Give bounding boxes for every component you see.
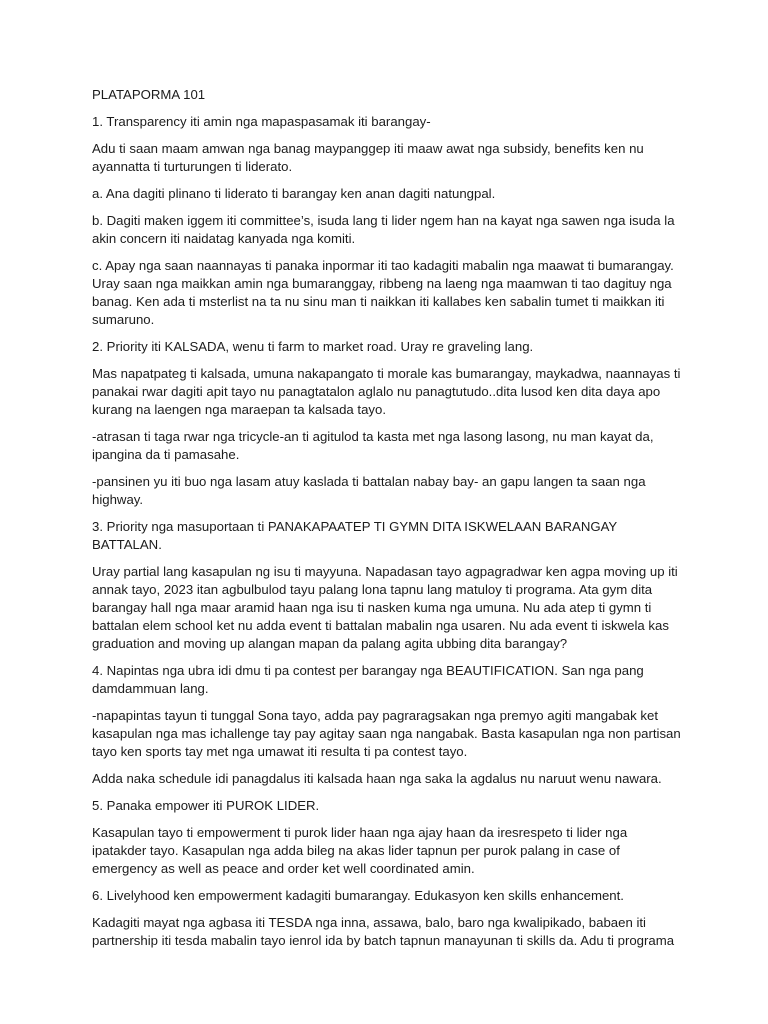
paragraph-3-heading: 3. Priority nga masuportaan ti PANAKAPAATEP TI GYMN DITA ISKWELAAN BARANGAY BATTALAN.	[92, 519, 617, 552]
paragraph: a. Ana dagiti plinano ti liderato ti barangay ken anan dagiti natungpal.	[92, 186, 496, 201]
paragraph: Adu ti saan maam amwan nga banag maypanggep iti maaw awat nga subsidy, benefits ken nu ayannatta ti turturungen ti liderato.	[92, 141, 644, 174]
paragraph: -napapintas tayun ti tunggal Sona tayo, adda pay pagraragsakan nga premyo agiti mangabak ket kasapulan nga mas ichallenge tay pay agitay saan nga nangabak. Basta kasapulan nga non partisan tayo ken sports tay met nga umawat iti resulta ti pa contest tayo.	[92, 708, 681, 759]
paragraph-6-heading: 6. Livelyhood ken empowerment kadagiti bumarangay. Edukasyon ken skills enhancement.	[92, 888, 624, 903]
paragraph: Kasapulan tayo ti empowerment ti purok lider haan nga ajay haan da iresrespeto ti lider nga ipatakder tayo. Kasapulan nga adda bileg na akas lider tapnun per purok palang in case of emergency as well as peace and order ket well coordinated amin.	[92, 825, 628, 876]
document-title: PLATAPORMA 101	[92, 87, 206, 102]
paragraph-2-heading: 2. Priority iti KALSADA, wenu ti farm to market road. Uray re graveling lang.	[92, 339, 534, 354]
paragraph: Uray partial lang kasapulan ng isu ti mayyuna. Napadasan tayo agpagradwar ken agpa moving up iti annak tayo, 2023 itan agbulbulod tayu palang lona tapnu lang matuloy ti programa. Ata gym dita barangay hall nga maar aramid haan nga isu ti nasken kuma nga umuna. Nu ada atep ti gymn ti battalan elem school ket nu adda event ti battalan mabalin nga usaren. Nu ada event ti iskwela kas graduation and moving up alangan mapan da palang agita ubbing dita barangay?	[92, 564, 678, 651]
paragraph-5-heading: 5. Panaka empower iti PUROK LIDER.	[92, 798, 320, 813]
paragraph-4-heading: 4. Napintas nga ubra idi dmu ti pa contest per barangay nga BEAUTIFICATION. San nga pang damdammuan lang.	[92, 663, 644, 696]
paragraph: Kadagiti mayat nga agbasa iti TESDA nga inna, assawa, balo, baro nga kwalipikado, babaen iti partnership iti tesda mabalin tayo ienrol ida by batch tapnun manayunan ti skills da. Adu ti programa	[92, 915, 675, 948]
paragraph: Mas napatpateg ti kalsada, umuna nakapangato ti morale kas bumarangay, maykadwa, naannayas ti panakai rwar dagiti apit tayo nu panagtatalon aglalo nu panagtutudo..dita lusod ken dita daya apo kurang na laengen nga maraepan ta kalsada tayo.	[92, 366, 681, 417]
paragraph: -pansinen yu iti buo nga lasam atuy kaslada ti battalan nabay bay- an gapu langen ta saan nga highway.	[92, 474, 646, 507]
paragraph-1-heading: 1. Transparency iti amin nga mapaspasamak iti barangay-	[92, 114, 431, 129]
paragraph: c. Apay nga saan naannayas ti panaka inpormar iti tao kadagiti mabalin nga maawat ti bumarangay. Uray saan nga maikkan amin nga bumaranggay, ribbeng na laeng nga maamwan ti tao dagituy nga banag. Ken ada ti msterlist na ta nu sinu man ti naikkan iti kallabes ken sabalin tumet ti maikkan iti sumaruno.	[92, 258, 674, 327]
paragraph: Adda naka schedule idi panagdalus iti kalsada haan nga saka la agdalus nu naruut wenu nawara.	[92, 771, 662, 786]
paragraph: b. Dagiti maken iggem iti committee’s, isuda lang ti lider ngem han na kayat nga sawen nga isuda la akin concern iti naidatag kanyada nga komiti.	[92, 213, 675, 246]
document-page	[92, 86, 684, 959]
paragraph: -atrasan ti taga rwar nga tricycle-an ti agitulod ta kasta met nga lasong lasong, nu man kayat da, ipangina da ti pamasahe.	[92, 429, 654, 462]
